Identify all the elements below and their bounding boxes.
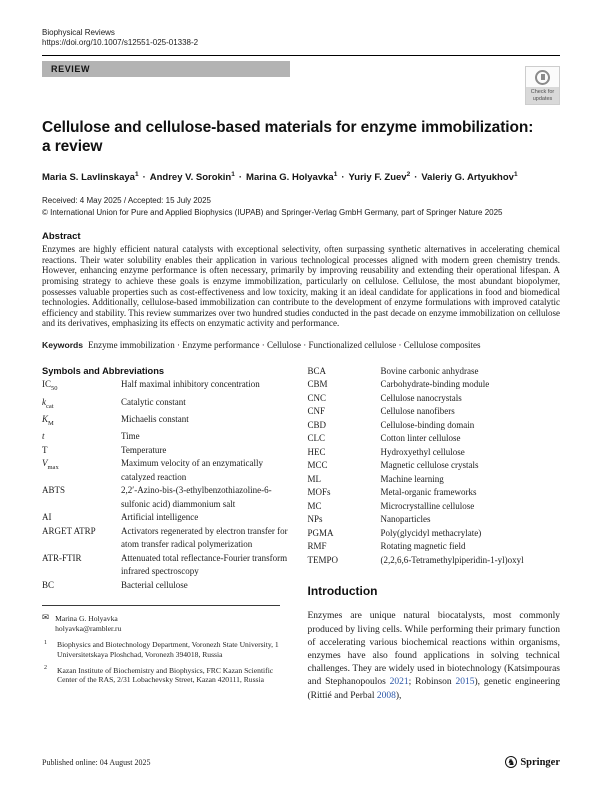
abbreviation-row [308, 500, 561, 514]
abbreviation-term: CNC [307, 392, 327, 403]
abbreviation-definition: Time [121, 431, 140, 442]
abbreviation-row [308, 473, 561, 487]
abbreviation-term: CBM [307, 379, 328, 390]
title-line-2: a review [42, 138, 103, 155]
crossmark-icon [535, 70, 550, 85]
abbreviation-term: MOFs [307, 487, 331, 498]
author-separator: · [341, 172, 345, 184]
received-accepted-line: Received: 4 May 2025 / Accepted: 15 July 2025 [42, 196, 211, 206]
journal-meta [42, 28, 560, 48]
abbreviation-definition: Cellulose nanofibers [380, 406, 455, 417]
abbreviation-list-right [308, 365, 561, 568]
abbreviation-term: CBD [307, 419, 327, 430]
author-separator: · [142, 172, 146, 184]
affiliation-text: Kazan Institute of Biochemistry and Biophysics, FRC Kazan Scientific Center of the RAS, 2/31 Lobachevsky Street, Kazan 420111, Russia [57, 665, 274, 685]
keywords-text: Enzyme immobilization · Enzyme performance · Cellulose · Functionalized cellulose · Cellulose composites [88, 339, 481, 350]
introduction-text [308, 610, 561, 702]
abbreviation-term: ARGET ATRP [42, 525, 96, 536]
author-name: Valeriy G. Artyukhov$^1$ [421, 171, 518, 184]
abbreviation-term: MCC [307, 460, 328, 471]
envelope-icon: ✉ [42, 613, 50, 624]
abbreviation-definition: Carbohydrate-binding module [380, 379, 490, 390]
keywords-label: Keywords [42, 339, 84, 350]
left-column [42, 365, 295, 703]
abbreviation-row [42, 430, 295, 444]
check-for-updates-label: Check for updates [526, 87, 559, 104]
abbreviation-term: HEC [307, 446, 326, 457]
header-divider [42, 55, 560, 56]
abbreviation-row [308, 459, 561, 473]
abbreviation-row [42, 552, 295, 579]
abbreviations-heading: Symbols and Abbreviations [42, 365, 165, 376]
abbreviation-row [42, 396, 295, 413]
doi-link[interactable]: https://doi.org/10.1007/s12551-025-01338-2 [42, 38, 199, 47]
abbreviation-definition: Half maximal inhibitory concentration [121, 379, 260, 390]
journal-name: Biophysical Reviews [42, 28, 115, 37]
affiliation-number: 2 [44, 665, 47, 672]
corresponding-author-email[interactable]: holyavka@rambler.ru [55, 623, 122, 633]
intro-text-segment: ), [395, 690, 402, 701]
springer-horse-icon: ♞ [507, 758, 516, 768]
author-name: Andrey V. Sorokin$^1$ [149, 171, 235, 184]
author-name: Marina G. Holyavka$^1$ [246, 171, 338, 184]
abbreviation-term: BC [42, 579, 55, 590]
abstract-section [42, 231, 560, 329]
abbreviation-row [42, 525, 295, 552]
title-line-1: Cellulose and cellulose-based materials for enzyme immobilization: [42, 119, 534, 136]
affiliation-number: 1 [44, 639, 47, 646]
abbreviation-definition: Activators regenerated by electron transfer for atom transfer radical polymerization [121, 525, 288, 550]
abbreviation-definition: Maximum velocity of an enzymatically catalyzed reaction [121, 458, 263, 482]
springer-logo [505, 756, 560, 768]
abbreviation-definition: Microcrystalline cellulose [380, 500, 475, 511]
check-for-updates-badge[interactable] [525, 66, 560, 105]
abbreviation-row [308, 540, 561, 554]
abbreviation-term: ABTS [42, 485, 66, 496]
abbreviation-term: RMF [307, 541, 327, 552]
author-name: Maria S. Lavlinskaya$^1$ [42, 171, 139, 184]
page-footer [42, 756, 560, 768]
abbreviation-term: MC [307, 500, 322, 511]
abbreviation-row [308, 378, 561, 392]
abbreviation-term: $IC_{50}$ [42, 379, 58, 393]
author-affiliation-sup: 1 [333, 171, 338, 178]
abbreviation-row [308, 446, 561, 460]
crossmark-flag-icon [541, 74, 545, 80]
abbreviation-definition: Michaelis constant [121, 414, 189, 424]
abbreviation-term: t [42, 431, 45, 442]
abbreviation-row [308, 365, 561, 379]
author-name: Yuriy F. Zuev$^2$ [348, 171, 411, 184]
abbreviation-term: CNF [307, 406, 326, 417]
author-affiliation-sup: 1 [513, 171, 518, 178]
right-column [308, 365, 561, 703]
abbreviation-row [308, 392, 561, 406]
abbreviation-term: AI [42, 512, 52, 523]
abbreviation-definition: Artificial intelligence [121, 512, 199, 523]
corresponding-author-name: Marina G. Holyavka [55, 614, 118, 624]
affiliation-item [42, 640, 295, 659]
abbreviation-definition: (2,2,6,6-Tetramethylpiperidin-1-yl)oxyl [380, 554, 524, 565]
abbreviation-definition: Machine learning [380, 473, 444, 484]
abbreviation-row [308, 554, 561, 568]
author-separator: · [414, 172, 418, 184]
abbreviation-term: ML [307, 473, 321, 484]
abbreviation-list-left [42, 378, 295, 592]
abbreviation-row [42, 457, 295, 484]
abbreviation-definition: Cellulose nanocrystals [380, 392, 462, 403]
abbreviation-definition: Cellulose-binding domain [380, 419, 475, 430]
abbreviation-term: $K_M$ [42, 414, 54, 427]
abbreviation-term: CLC [307, 433, 326, 444]
citation-link[interactable]: 2021 [389, 677, 409, 688]
abbreviation-term: $k_{cat}$ [42, 396, 54, 410]
abbreviation-row [308, 527, 561, 541]
abbreviation-row [42, 511, 295, 525]
abbreviation-definition: Bacterial cellulose [121, 579, 188, 590]
abbreviation-definition: Cotton linter cellulose [380, 433, 461, 444]
abbreviation-definition: Hydroxyethyl cellulose [380, 446, 465, 457]
citation-link[interactable]: 2008 [376, 690, 396, 701]
abbreviation-definition: Metal-organic frameworks [380, 487, 477, 498]
springer-wordmark: Springer [520, 756, 560, 768]
abbreviation-definition: Rotating magnetic field [380, 541, 466, 552]
abbreviation-term: $V_{max}$ [42, 458, 59, 472]
intro-text-segment: ), genetic engineering (Rittié and Perbal [307, 677, 560, 701]
abbreviation-term: TEMPO [307, 554, 339, 565]
intro-text-segment: Enzymes are unique natural biocatalysts, most commonly produced by living cells. While performing their primary function of accelerating various biochemical reactions within organisms, enzymes have also found applications in solving technical challenges. They are widely used in biotechnology (Katsimpouras and Stephanopoulos [307, 611, 560, 688]
abstract-heading: Abstract [42, 231, 81, 243]
intro-text-segment: ; Robinson [408, 677, 456, 688]
abbreviation-row [308, 419, 561, 433]
abbreviation-term: BCA [307, 365, 327, 376]
abbreviation-definition: Catalytic constant [121, 396, 186, 407]
abstract-text: Enzymes are highly efficient natural catalysts with exceptional selectivity, often surpassing synthetic alternatives in accelerating chemical reactions. Their water solubility enables their application in various technological processes aligned with modern green chemistry trends. However, enhancing enzyme performance is often necessary, primarily by improving reusability and extending their operational lifespan. A promising strategy to achieve these goals is enzyme immobilization, particularly on cellulose. Cellulose, the most abundant biopolymer, possesses valuable properties such as cost-effectiveness and low toxicity, making it an ideal candidate for applications in food and biomedical technologies. Additionally, cellulose-based immobilization can contribute to the development of enzyme formulations with improved catalytic efficiency and stability. This review summarizes over two hundred studies conducted in the past decade on enzyme immobilization on cellulose and its derivatives, emphasizing its effects on enzymatic activity and performance. [42, 244, 560, 329]
abbreviation-term: ATR-FTIR [42, 552, 82, 563]
abbreviation-row [308, 486, 561, 500]
copyright-line: © International Union for Pure and Applied Biophysics (IUPAB) and Springer-Verlag GmbH Germany, part of Springer Nature 2025 [42, 208, 503, 218]
correspondence-block [42, 614, 295, 633]
author-affiliation-sup: 2 [406, 171, 411, 178]
introduction-heading: Introduction [307, 584, 378, 599]
abbreviation-definition: Poly(glycidyl methacrylate) [380, 527, 482, 538]
abbreviation-definition: Attenuated total reflectance-Fourier transform infrared spectroscopy [121, 552, 288, 577]
abbreviation-row [308, 513, 561, 527]
author-affiliation-sup: 1 [134, 171, 139, 178]
banner-row [42, 61, 560, 107]
abbreviation-definition: 2,2′-Azino-bis-(3-ethylbenzothiazoline-6-sulfonic acid) diammonium salt [121, 485, 272, 509]
citation-link[interactable]: 2015 [455, 677, 475, 688]
keywords-line [42, 340, 560, 351]
abbreviation-row [42, 444, 295, 458]
abbreviation-row [42, 484, 295, 511]
footnote-divider [42, 605, 280, 606]
abbreviation-definition: Temperature [121, 444, 167, 455]
abbreviation-term: T [42, 444, 48, 455]
abbreviation-row [42, 579, 295, 593]
abbreviation-definition: Bovine carbonic anhydrase [380, 365, 479, 376]
author-list [42, 171, 560, 183]
abbreviation-term: PGMA [307, 527, 334, 538]
affiliation-item [42, 666, 295, 685]
abbreviation-row [42, 413, 295, 430]
article-title [42, 118, 560, 156]
footnotes-block [42, 605, 295, 685]
abbreviation-row [308, 405, 561, 419]
author-affiliation-sup: 1 [231, 171, 235, 178]
introduction-section [308, 584, 561, 702]
article-type-banner: REVIEW [42, 61, 290, 77]
affiliation-text: Biophysics and Biotechnology Department, Voronezh State University, 1 Universitetskaya Ploshchad, Voronezh 394018, Russia [57, 640, 279, 660]
abbreviation-row [308, 432, 561, 446]
abbreviation-term: NPs [307, 514, 323, 525]
published-online-date: Published online: 04 August 2025 [42, 757, 151, 767]
abbreviation-definition: Nanoparticles [380, 514, 431, 525]
abbreviation-definition: Magnetic cellulose crystals [380, 460, 479, 471]
two-column-body [42, 365, 560, 703]
author-separator: · [238, 172, 243, 184]
abbreviation-row [42, 378, 295, 395]
